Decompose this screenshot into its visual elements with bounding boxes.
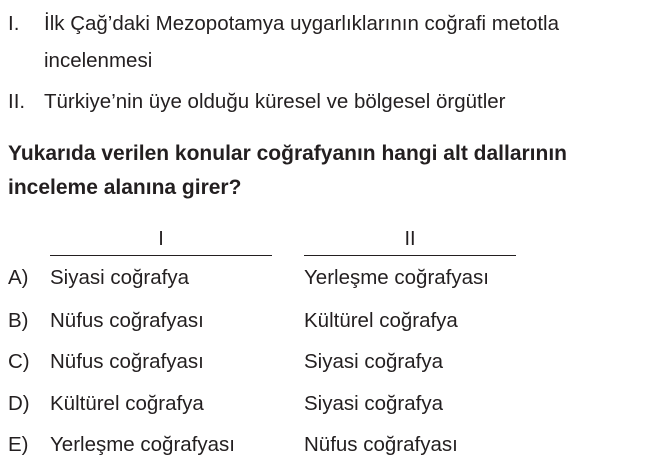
column-header-2: II xyxy=(404,228,416,250)
option-col2: Kültürel coğrafya xyxy=(304,309,458,332)
statement-numeral-2: II. xyxy=(8,90,26,113)
option-col1: Nüfus coğrafyası xyxy=(50,309,204,332)
option-col2: Siyasi coğrafya xyxy=(304,350,444,373)
question-line-1: Yukarıda verilen konular coğrafyanın hangi alt dallarının xyxy=(8,142,567,165)
option-col1: Siyasi coğrafya xyxy=(50,266,190,289)
statement-numeral-1: I. xyxy=(8,12,20,35)
option-letter: E) xyxy=(8,433,29,456)
option-letter: C) xyxy=(8,350,30,373)
option-col2: Nüfus coğrafyası xyxy=(304,433,458,456)
statement-text-1-line-2: incelenmesi xyxy=(44,49,153,72)
statement-text-1-line-1: İlk Çağ’daki Mezopotamya uygarlıklarının coğrafi metotla xyxy=(44,12,560,35)
option-letter: B) xyxy=(8,309,29,332)
column-header-1-rule xyxy=(50,255,272,256)
option-letter: A) xyxy=(8,266,29,289)
question-line-2: inceleme alanına girer? xyxy=(8,176,242,199)
option-col1: Yerleşme coğrafyası xyxy=(50,433,235,456)
option-letter: D) xyxy=(8,392,30,415)
option-col1: Kültürel coğrafya xyxy=(50,392,204,415)
column-header-1: I xyxy=(158,228,164,250)
option-col2: Siyasi coğrafya xyxy=(304,392,444,415)
option-col2: Yerleşme coğrafyası xyxy=(304,266,489,289)
statement-text-2: Türkiye’nin üye olduğu küresel ve bölgesel örgütler xyxy=(44,90,506,113)
option-col1: Nüfus coğrafyası xyxy=(50,350,204,373)
column-header-2-rule xyxy=(304,255,516,256)
